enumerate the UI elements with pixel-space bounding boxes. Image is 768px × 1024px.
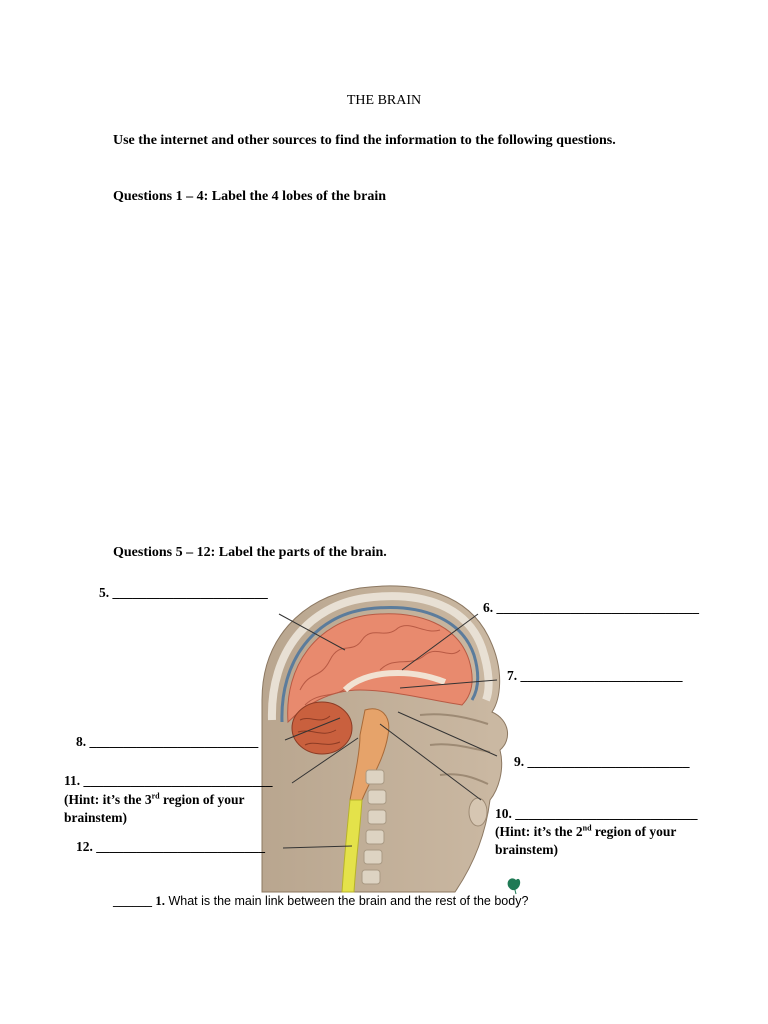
hint-11: (Hint: it’s the 3rd region of your brainstem) [64, 791, 245, 825]
question-number: 1. [155, 893, 165, 908]
hint-10: (Hint: it’s the 2nd region of your brainstem) [495, 823, 677, 857]
question-text: What is the main link between the brain and the rest of the body? [165, 894, 529, 908]
question-1 [113, 893, 528, 909]
intro-text: Use the internet and other sources to find the information to the following questions. [113, 133, 616, 148]
section-parts-heading: Questions 5 – 12: Label the parts of the brain. [113, 545, 387, 560]
answer-blank-1[interactable]: ______ [113, 893, 152, 908]
label-10[interactable]: 10. ___________________________ [495, 806, 698, 821]
label-5[interactable]: 5. _______________________ [99, 585, 268, 600]
label-11[interactable]: 11. ____________________________ [64, 773, 273, 788]
label-6[interactable]: 6. ______________________________ [483, 600, 699, 615]
section-lobes-heading: Questions 1 – 4: Label the 4 lobes of the brain [113, 189, 387, 204]
page-title: THE BRAIN [346, 93, 422, 108]
label-12[interactable]: 12. _________________________ [76, 839, 265, 854]
label-8[interactable]: 8. _________________________ [76, 734, 259, 749]
label-9[interactable]: 9. ________________________ [514, 754, 690, 769]
label-7[interactable]: 7. ________________________ [507, 668, 683, 683]
